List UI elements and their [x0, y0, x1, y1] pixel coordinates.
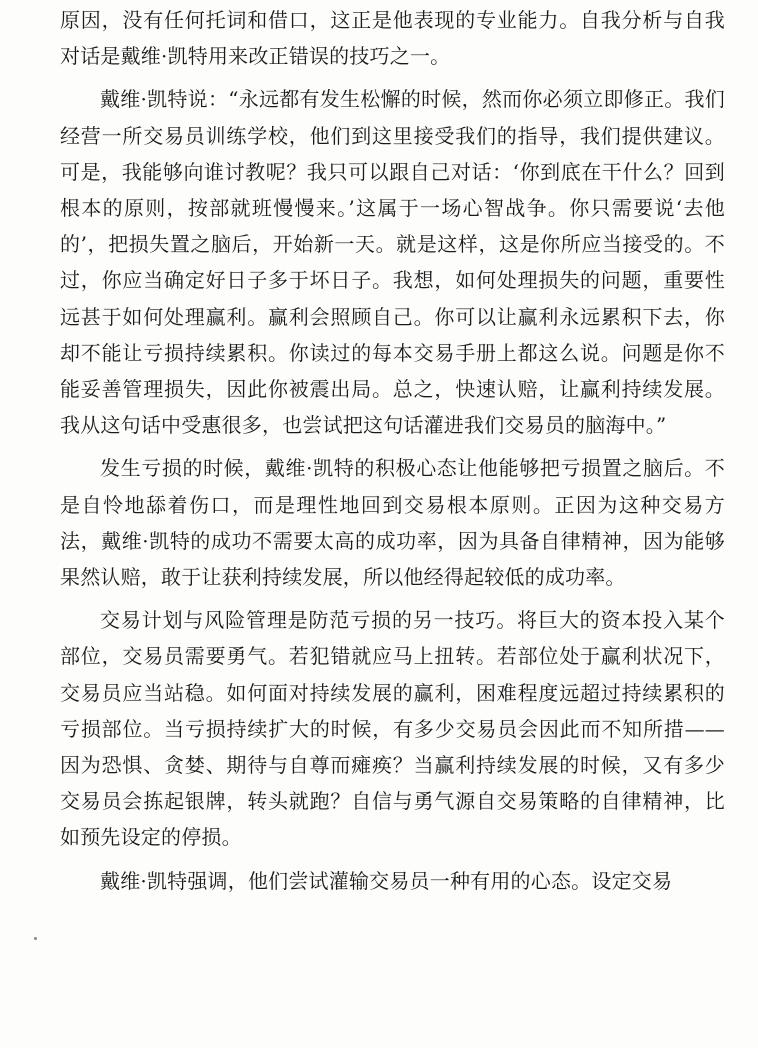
paragraph-final: 戴维·凯特强调，他们尝试灌输交易员一种有用的心态。设定交易 [100, 868, 673, 893]
margin-mark [34, 937, 37, 940]
paragraph-risk-management: 交易计划与风险管理是防范亏损的另一技巧。将巨大的资本投入某个部位，交易员需要勇气。若犯错就应马上扭转。若部位处于赢利状况下，交易员应当站稳。如何面对持续发展的赢利，困难程度远超过持续累积的亏损部位。当亏损持续扩大的时候，有多少交易员会因此而不知所措——因为恐惧、贪婪、期待与自尊而瘫痪？当赢利持续发展的时候，又有多少交易员会拣起银牌，转头就跑？自信与勇气源自交易策略的自律精神，比如预先设定的停损。 [60, 608, 725, 850]
paragraph-mindset: 发生亏损的时候，戴维·凯特的积极心态让他能够把亏损置之脑后。不是自怜地舔着伤口，而是理性地回到交易根本原则。正因为这种交易方法，戴维·凯特的成功不需要太高的成功率，因为具备自律精神，因为能够果然认赔，敢于让获利持续发展，所以他经得起较低的成功率。 [60, 456, 725, 590]
body-text [60, 2, 725, 899]
paragraph-continued: 原因，没有任何托词和借口，这正是他表现的专业能力。自我分析与自我对话是戴维·凯特用来改正错误的技巧之一。 [60, 8, 725, 69]
paragraph-quote: 戴维·凯特说：“永远都有发生松懈的时候，然而你必须立即修正。我们经营一所交易员训练学校，他们到这里接受我们的指导，我们提供建议。可是，我能够向谁讨教呢？我只可以跟自己对话：‘你到底在干什么？回到根本的原则，按部就班慢慢来。’这属于一场心智战争。你只需要说‘去他的’，把损失置之脑后，开始新一天。就是这样，这是你所应当接受的。不过，你应当确定好日子多于坏日子。我想，如何处理损失的问题，重要性远甚于如何处理赢利。赢利会照顾自己。你可以让赢利永远累积下去，你却不能让亏损持续累积。你读过的每本交易手册上都这么说。问题是你不能妥善管理损失，因此你被震出局。总之，快速认赔，让赢利持续发展。我从这句话中受惠很多，也尝试把这句话灌进我们交易员的脑海中。” [60, 87, 725, 438]
